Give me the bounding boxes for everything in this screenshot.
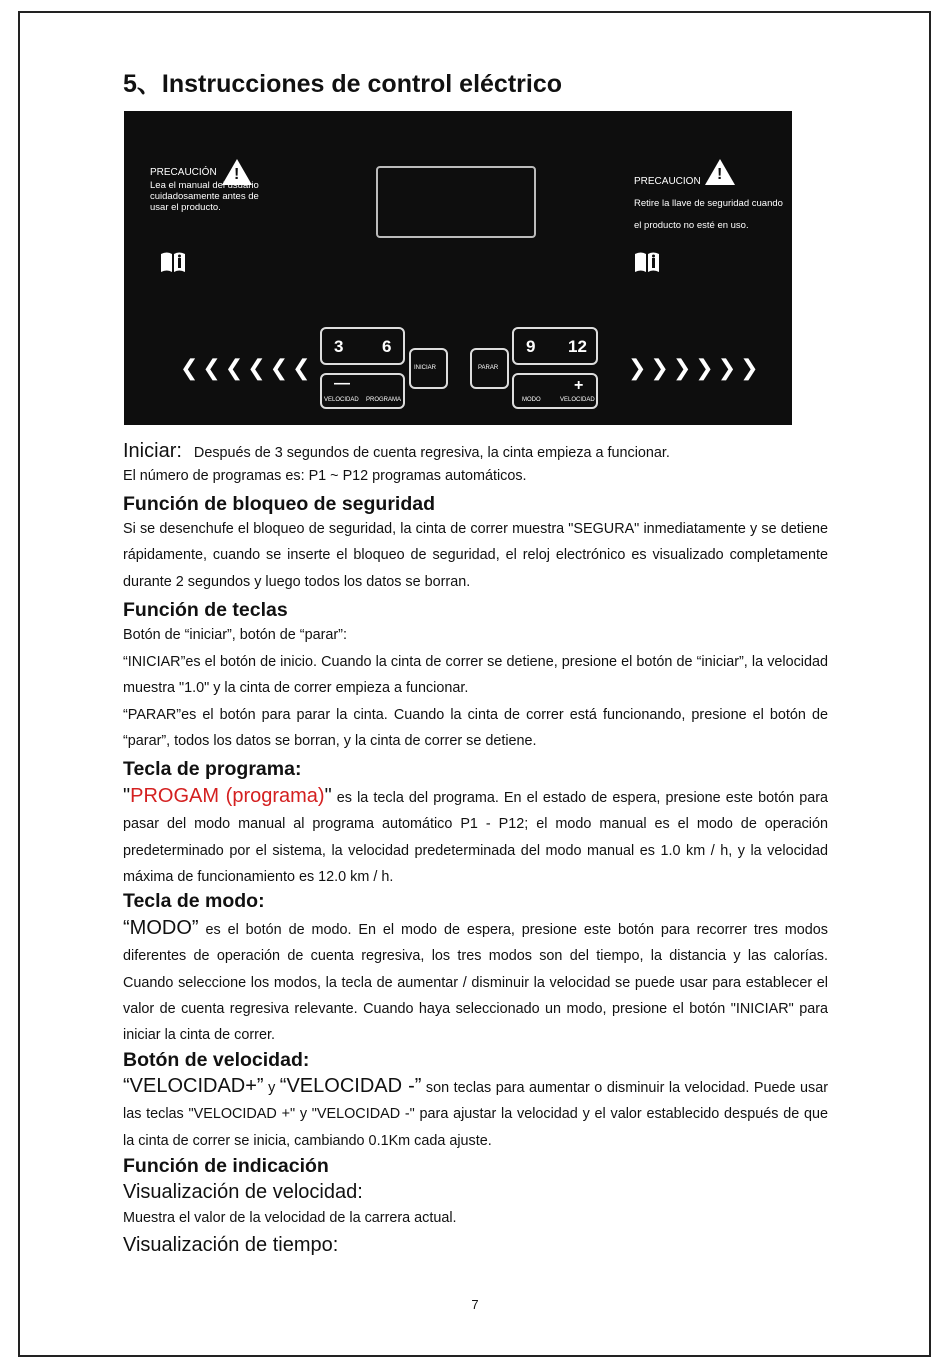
modo-label: MODO <box>522 397 541 403</box>
warning-triangle-icon <box>222 159 252 185</box>
modo-lead: “MODO” <box>123 917 199 939</box>
section-title: 5、Instrucciones de control eléctrico <box>123 70 563 98</box>
velocidad-text <box>123 1073 828 1154</box>
warning-right-text: Retire la llave de seguridad cuando el producto no esté en uso. <box>634 198 783 231</box>
start-key[interactable] <box>409 348 448 389</box>
programa-text <box>123 783 828 890</box>
velocidad-y: y <box>263 1080 280 1096</box>
velocidad-display-text: Muestra el valor de la velocidad de la carrera actual. <box>123 1210 457 1226</box>
programa-body: es la tecla del programa. En el estado de espera, presione este botón para pasar del modo manual al programa automático P1 - P12; el modo manual es el modo de operación predeterminado por el sistema, la velocidad predeterminada del modo manual es 1.0 km / h, y la velocidad máxima de funcionamiento es 12.0 km / h. <box>123 790 828 885</box>
bloqueo-heading: Función de bloqueo de seguridad <box>123 493 436 515</box>
modo-velocidad-key[interactable] <box>512 373 598 409</box>
page-number: 7 <box>471 1297 479 1312</box>
programa-heading: Tecla de programa: <box>123 758 302 780</box>
key-6-label: 6 <box>382 337 392 356</box>
modo-text <box>123 915 828 1048</box>
warning-left-head: PRECAUCIÓN <box>150 167 217 178</box>
velocidad-heading: Botón de velocidad: <box>123 1049 310 1071</box>
indicacion-heading: Función de indicación <box>123 1155 329 1177</box>
control-panel <box>124 111 792 425</box>
teclas-heading: Función de teclas <box>123 599 288 621</box>
modo-heading: Tecla de modo: <box>123 890 265 912</box>
plus-sign: + <box>574 377 584 394</box>
velocidad-lead-minus: “VELOCIDAD -” <box>279 1075 422 1097</box>
teclas-intro: Botón de “iniciar”, botón de “parar”: <box>123 627 347 643</box>
warning-right-head: PRECAUCION <box>634 176 701 187</box>
programa-quote-open: " <box>123 785 131 807</box>
iniciar-label: Iniciar <box>123 440 177 462</box>
velocidad-minus-label: VELOCIDAD <box>324 397 359 403</box>
iniciar-colon: : <box>176 440 182 462</box>
modo-body: es el botón de modo. En el modo de espera, presione este botón para recorrer tres modos diferentes de operación de cuenta regresiva, los tres modos son del tiempo, la distancia y las calorías. Cuando seleccione los modos, la tecla de aumentar / disminuir la velocidad se puede usar para establecer el valor de cuenta regresiva relevante. Cuando haya seleccionado un modo, presione el botón "INICIAR" para iniciar la cinta de correr. <box>123 922 828 1044</box>
velocidad-lead-plus: “VELOCIDAD+” <box>123 1075 264 1097</box>
manual-book-icon <box>160 251 186 273</box>
stop-key[interactable] <box>470 348 509 389</box>
warning-left <box>150 167 270 213</box>
manual-book-icon <box>634 251 660 273</box>
bloqueo-text: Si se desenchufe el bloqueo de seguridad, la cinta de correr muestra "SEGURA" inmediatamente y se detiene rápidamente, cuando se inserte el bloqueo de seguridad, el reloj electrónico es visualizado completamente durante 2 segundos y luego todos los datos se borran. <box>123 521 828 590</box>
decrease-arrows: ❮❮❮❮❮❮ <box>180 355 315 380</box>
speed-9-12-key[interactable] <box>512 327 598 365</box>
key-9-label: 9 <box>526 337 536 356</box>
programa-lead: PROGAM (programa) <box>130 785 325 807</box>
key-3-label: 3 <box>334 337 344 356</box>
increase-arrows: ❯❯❯❯❯❯ <box>628 355 763 380</box>
programa-quote-close: " <box>324 785 332 807</box>
velocidad-plus-label: VELOCIDAD <box>560 397 595 403</box>
programa-label: PROGRAMA <box>366 397 402 403</box>
iniciar-text: Después de 3 segundos de cuenta regresiva, la cinta empieza a funcionar. <box>193 445 670 461</box>
teclas-parar-text: “PARAR”es el botón para parar la cinta. Cuando la cinta de correr está funcionando, presione el botón de “parar”, todos los datos se borran, y la cinta de correr se detiene. <box>123 707 828 750</box>
velocidad-display-label: Visualización de velocidad: <box>123 1181 363 1203</box>
programs-count-text: El número de programas es: P1 ~ P12 programas automáticos. <box>123 468 527 484</box>
lcd-display <box>376 166 536 238</box>
speed-3-6-key[interactable] <box>320 327 405 365</box>
key-12-label: 12 <box>568 337 587 356</box>
warning-left-text: Lea el manual del usuario cuidadosamente antes de usar el producto. <box>150 180 259 213</box>
minus-sign: — <box>334 375 350 392</box>
velocidad-programa-key[interactable] <box>320 373 405 409</box>
stop-label: PARAR <box>478 365 499 371</box>
velocidad-body: son teclas para aumentar o disminuir la velocidad. Puede usar las teclas "VELOCIDAD +" y "VELOCIDAD -" para ajustar la velocidad y el valor establecido después de que la cinta de correr se inicia, cambiando 0.1Km cada ajuste. <box>123 1080 828 1149</box>
start-label: INICIAR <box>414 365 437 371</box>
warning-triangle-icon <box>705 159 735 185</box>
teclas-iniciar-text: “INICIAR”es el botón de inicio. Cuando la cinta de correr se detiene, presione el botón de “iniciar”, la velocidad muestra "1.0" y la cinta de correr empieza a funcionar. <box>123 654 828 697</box>
tiempo-display-label: Visualización de tiempo: <box>123 1234 339 1256</box>
